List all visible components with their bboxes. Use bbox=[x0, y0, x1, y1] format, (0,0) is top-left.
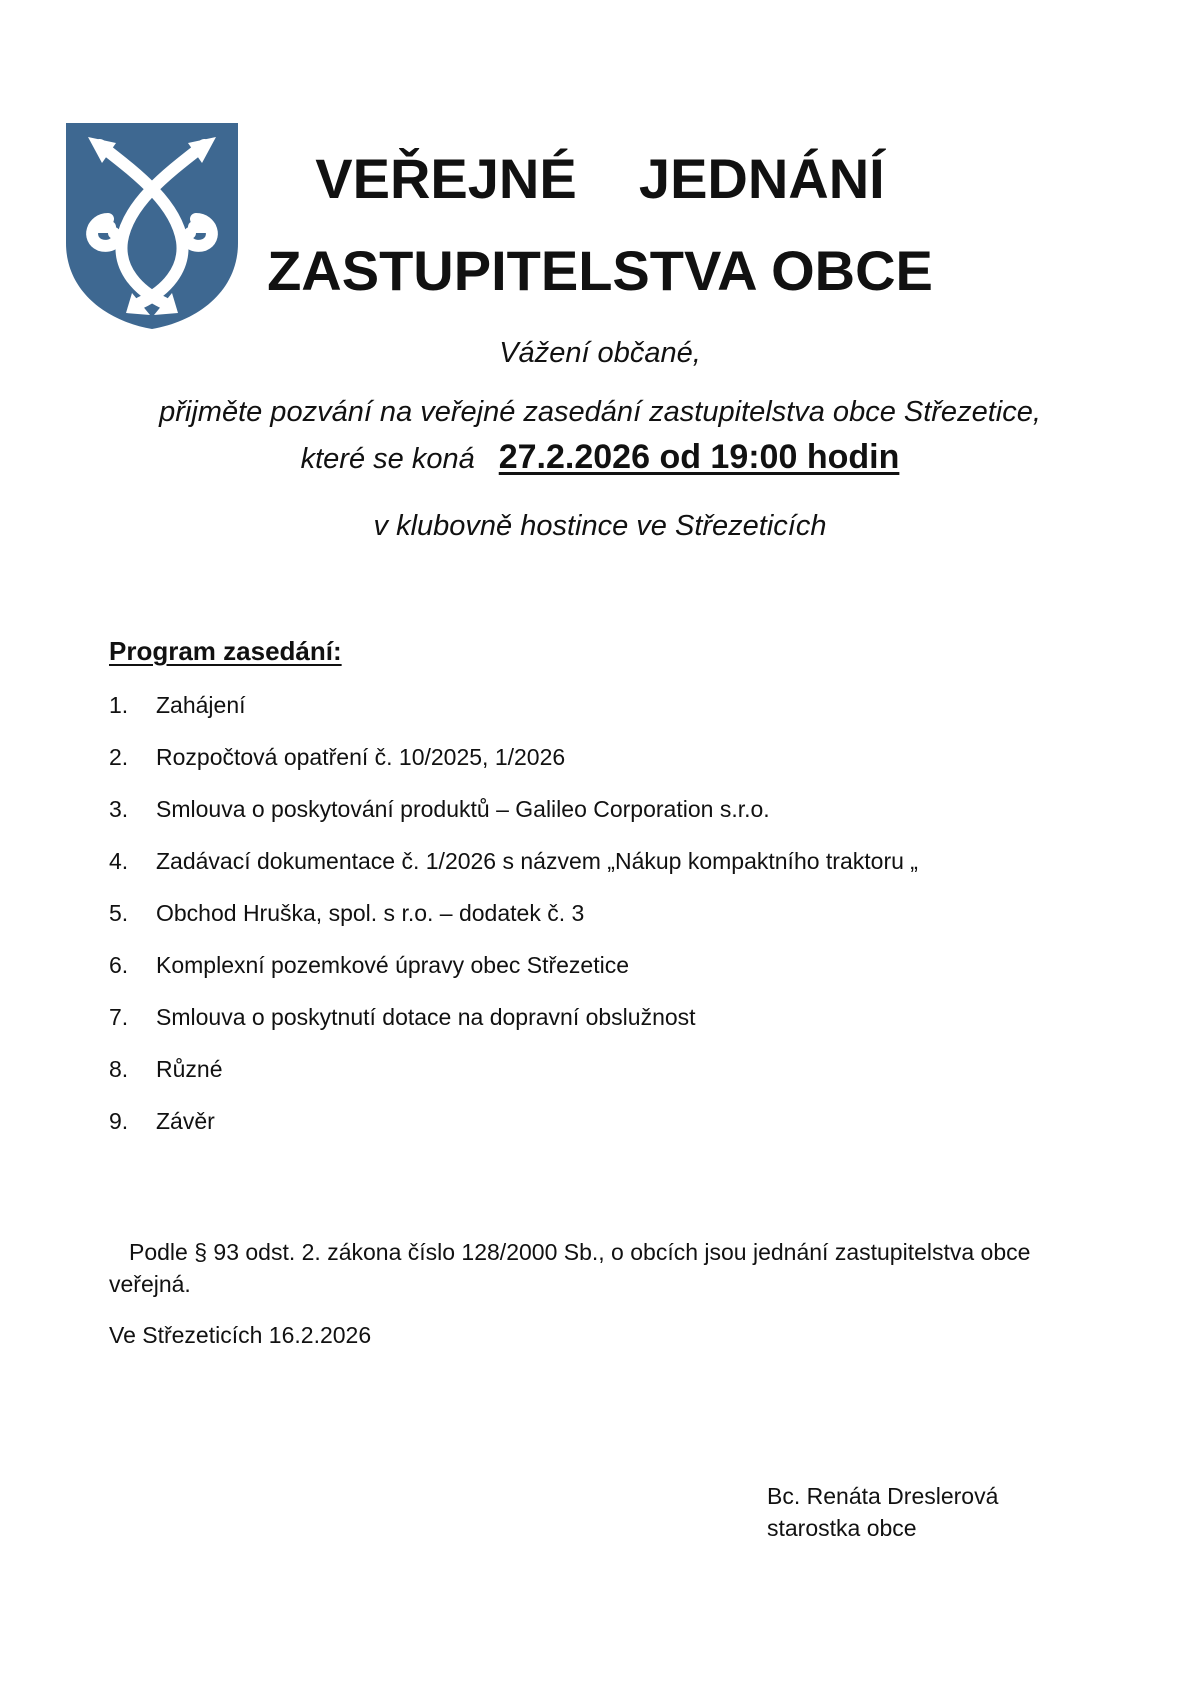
page-title-line-2: ZASTUPITELSTVA OBCE bbox=[267, 239, 933, 302]
page-title-line-1: VEŘEJNÉ JEDNÁNÍ bbox=[315, 147, 885, 210]
meeting-place: v klubovně hostince ve Střezeticích bbox=[373, 510, 827, 542]
agenda-item-number: 6. bbox=[109, 952, 129, 978]
municipal-coat-of-arms-icon bbox=[66, 123, 238, 329]
place-and-date: Ve Střezeticích 16.2.2026 bbox=[109, 1322, 372, 1348]
signature-block bbox=[767, 1480, 998, 1544]
agenda-item-number: 7. bbox=[109, 1004, 129, 1030]
agenda-item-text: Komplexní pozemkové úpravy obec Střezetice bbox=[156, 952, 630, 978]
agenda-item-number: 4. bbox=[109, 848, 129, 874]
agenda-item-text: Zadávací dokumentace č. 1/2026 s názvem „Nákup kompaktního traktoru „ bbox=[156, 848, 918, 874]
meeting-time-label: které se koná bbox=[300, 443, 475, 475]
agenda-item-number: 1. bbox=[109, 692, 129, 718]
invitation-text: přijměte pozvání na veřejné zasedání zastupitelstva obce Střezetice, bbox=[159, 396, 1041, 428]
agenda-list bbox=[109, 692, 918, 1160]
agenda-item-text: Smlouva o poskytování produktů – Galileo Corporation s.r.o. bbox=[156, 796, 770, 822]
agenda-item bbox=[109, 796, 918, 848]
agenda-item bbox=[109, 744, 918, 796]
agenda-item-number: 3. bbox=[109, 796, 129, 822]
agenda-item-text: Rozpočtová opatření č. 10/2025, 1/2026 bbox=[156, 744, 566, 770]
meeting-time-line bbox=[90, 438, 1110, 477]
agenda-item-text: Obchod Hruška, spol. s r.o. – dodatek č. 3 bbox=[156, 900, 585, 926]
agenda-item-number: 2. bbox=[109, 744, 129, 770]
agenda-item bbox=[109, 952, 918, 1004]
agenda-item-number: 5. bbox=[109, 900, 129, 926]
agenda-item bbox=[109, 1108, 918, 1160]
agenda-item-text: Smlouva o poskytnutí dotace na dopravní obslužnost bbox=[156, 1004, 696, 1030]
signatory-name: Bc. Renáta Dreslerová bbox=[767, 1483, 999, 1509]
legal-note: Podle § 93 odst. 2. zákona číslo 128/2000 Sb., o obcích jsou jednání zastupitelstva obce veřejná. bbox=[109, 1239, 1031, 1297]
agenda-item bbox=[109, 1004, 918, 1056]
agenda-item-number: 9. bbox=[109, 1108, 129, 1134]
greeting: Vážení občané, bbox=[499, 337, 701, 369]
agenda-item-number: 8. bbox=[109, 1056, 129, 1082]
agenda-item bbox=[109, 848, 918, 900]
agenda-item-text: Zahájení bbox=[156, 692, 246, 718]
meeting-date: 27.2.2026 od 19:00 hodin bbox=[498, 438, 900, 476]
signatory-role: starostka obce bbox=[767, 1515, 917, 1541]
agenda-item bbox=[109, 900, 918, 952]
agenda-item-text: Různé bbox=[156, 1056, 223, 1082]
program-heading: Program zasedání: bbox=[109, 636, 342, 666]
agenda-item bbox=[109, 1056, 918, 1108]
agenda-item-text: Závěr bbox=[156, 1108, 215, 1134]
agenda-item bbox=[109, 692, 918, 744]
